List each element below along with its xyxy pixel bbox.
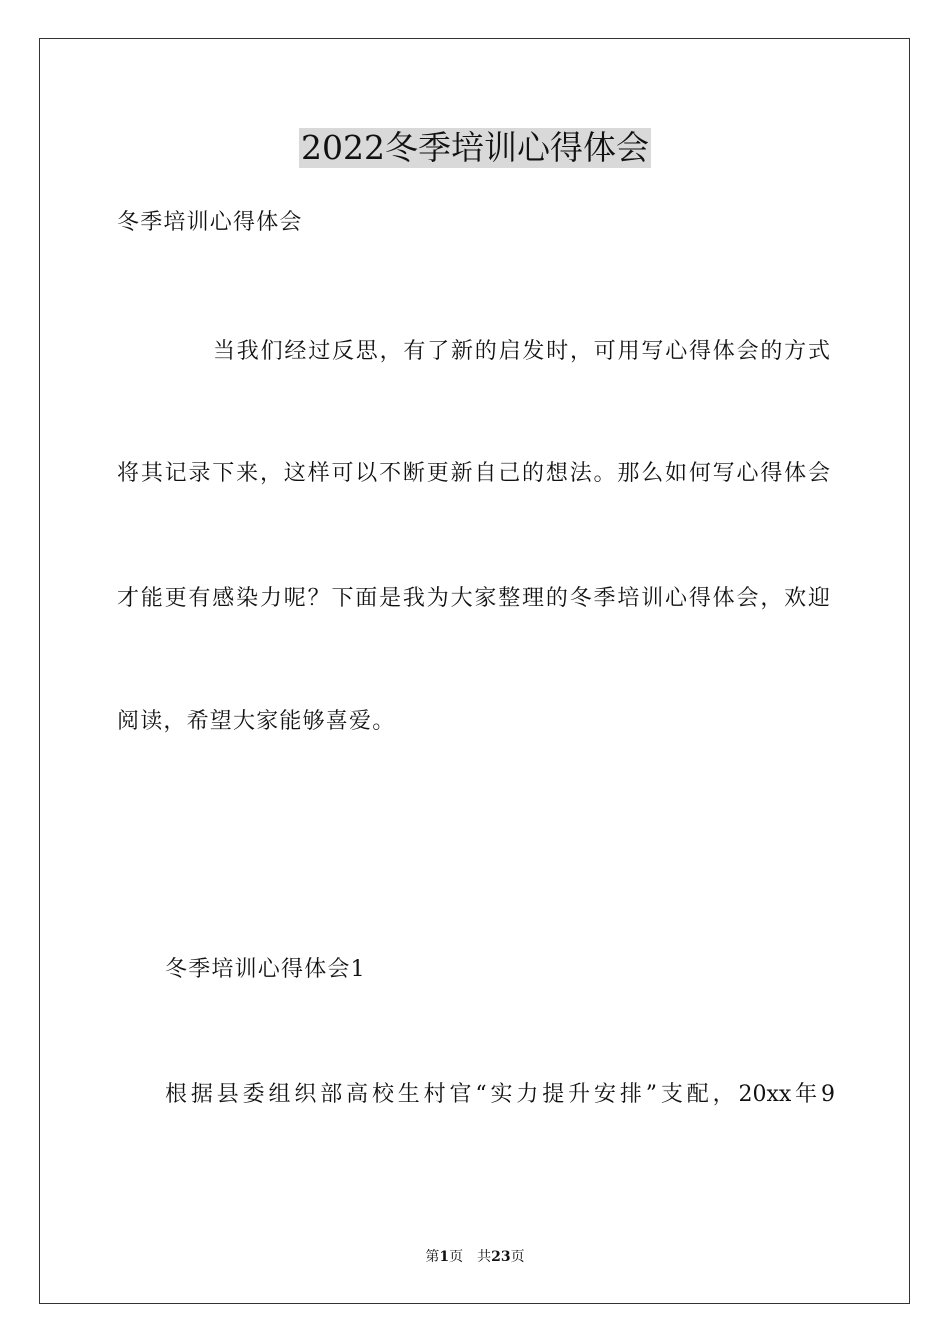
page-footer [0,1248,950,1266]
footer-prefix: 第 [425,1249,440,1265]
footer-middle: 页 共 [449,1249,492,1265]
footer-total-pages: 23 [491,1249,511,1265]
intro-line-1: 当我们经过反思，有了新的启发时，可用写心得体会的方式 [213,339,830,364]
footer-suffix: 页 [510,1249,525,1265]
section-heading: 冬季培训心得体会1 [165,957,366,982]
body-line: 根据县委组织部高校生村官“实力提升安排”支配，20xx年9 [165,1082,835,1107]
footer-current-page: 1 [439,1249,450,1265]
document-subtitle: 冬季培训心得体会 [117,210,303,235]
document-title-row [0,128,950,168]
intro-line-2: 将其记录下来，这样可以不断更新自己的想法。那么如何写心得体会 [117,461,830,486]
document-title: 2022冬季培训心得体会 [301,128,649,167]
intro-line-4: 阅读，希望大家能够喜爱。 [117,709,396,734]
intro-line-3: 才能更有感染力呢？下面是我为大家整理的冬季培训心得体会，欢迎 [117,586,830,611]
